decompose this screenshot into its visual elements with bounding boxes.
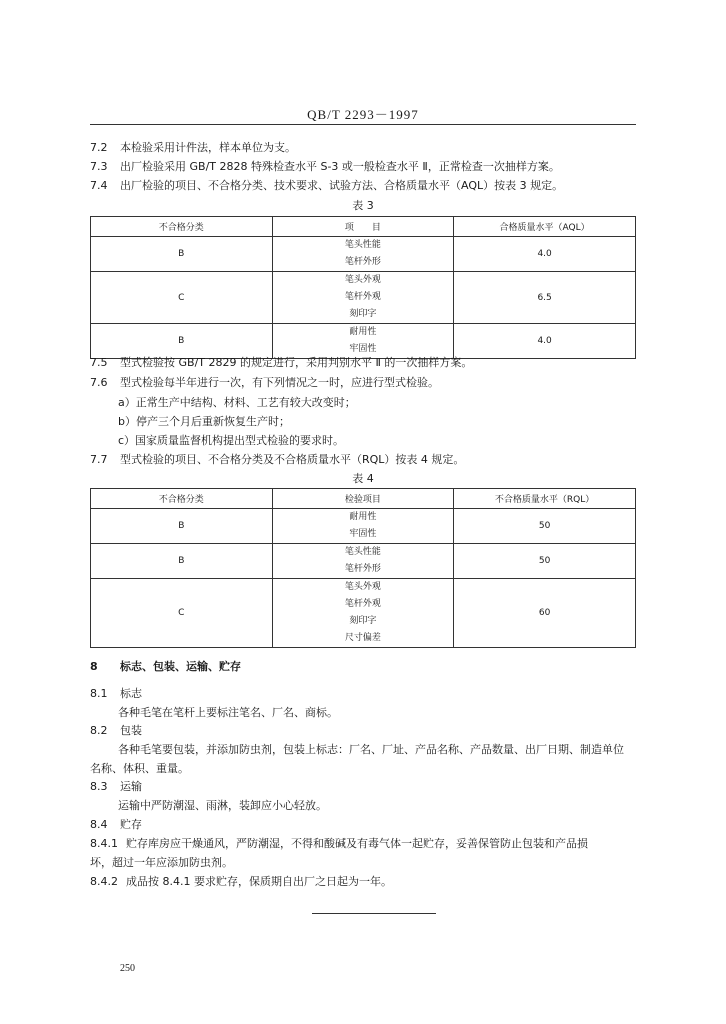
table-header-cell: 检验项目 bbox=[272, 489, 454, 509]
item-label: 耐用性 bbox=[349, 327, 377, 337]
item-label: 刻印字 bbox=[349, 616, 377, 626]
clause-number: 7.7 bbox=[90, 453, 108, 466]
page-number: 250 bbox=[120, 963, 135, 974]
table-cell-value: 4.0 bbox=[454, 324, 636, 359]
item-label: 牢固性 bbox=[349, 529, 377, 539]
section-8-heading bbox=[90, 658, 241, 674]
table-cell-value: 50 bbox=[454, 544, 636, 579]
clause-8-2-body-line2: 名称、体积、重量。 bbox=[90, 762, 189, 775]
clause-title: 包装 bbox=[120, 724, 142, 737]
table-cell-value: 4.0 bbox=[454, 237, 636, 272]
clause-number: 7.3 bbox=[90, 160, 108, 173]
list-item-a: a）正常生产中结构、材料、工艺有较大改变时； bbox=[118, 396, 356, 409]
clause-text: 成品按 8.4.1 要求贮存，保质期自出厂之日起为一年。 bbox=[126, 875, 392, 888]
section-title: 标志、包装、运输、贮存 bbox=[120, 660, 241, 673]
table-cell-class: B bbox=[91, 509, 273, 544]
table4-caption: 表 4 bbox=[352, 472, 374, 485]
table-cell-class: B bbox=[91, 544, 273, 579]
table3-caption: 表 3 bbox=[352, 199, 374, 212]
table-row bbox=[91, 509, 636, 544]
item-label: 笔杆外观 bbox=[344, 292, 381, 302]
table-header-cell: 不合格分类 bbox=[91, 489, 273, 509]
table-row bbox=[91, 237, 636, 272]
list-item-c: c）国家质量监督机构提出型式检验的要求时。 bbox=[118, 434, 345, 447]
clause-number: 8.3 bbox=[90, 780, 108, 793]
table-cell-items bbox=[272, 237, 454, 272]
clause-number: 7.5 bbox=[90, 356, 108, 369]
table-header-row bbox=[91, 489, 636, 509]
item-label: 刻印字 bbox=[349, 309, 377, 319]
clause-text: 型式检验每半年进行一次，有下列情况之一时，应进行型式检验。 bbox=[120, 376, 439, 389]
item-label: 牢固性 bbox=[349, 344, 377, 354]
clause-7-3 bbox=[90, 159, 560, 175]
item-label: 笔杆外形 bbox=[344, 564, 381, 574]
table-cell-items bbox=[272, 509, 454, 544]
clause-7-2 bbox=[90, 140, 296, 156]
clause-8-4-2 bbox=[90, 874, 392, 890]
clause-title: 贮存 bbox=[120, 818, 142, 831]
table-cell-items bbox=[272, 544, 454, 579]
clause-number: 8.1 bbox=[90, 687, 108, 700]
table-row bbox=[91, 579, 636, 648]
item-label: 笔杆外观 bbox=[344, 599, 381, 609]
clause-number: 8.4.2 bbox=[90, 875, 118, 888]
table-row bbox=[91, 272, 636, 324]
table-3 bbox=[90, 216, 636, 359]
table-row bbox=[91, 324, 636, 359]
clause-text: 出厂检验的项目、不合格分类、技术要求、试验方法、合格质量水平（AQL）按表 3 规定。 bbox=[120, 179, 564, 192]
table-cell-class: C bbox=[91, 272, 273, 324]
item-label: 耐用性 bbox=[349, 512, 377, 522]
clause-7-6 bbox=[90, 375, 439, 391]
clause-8-4-1-cont: 坏，超过一年应添加防虫剂。 bbox=[90, 856, 233, 869]
clause-7-5 bbox=[90, 355, 472, 371]
table-cell-items bbox=[272, 272, 454, 324]
table-header-cell: 合格质量水平（AQL） bbox=[454, 217, 636, 237]
clause-number: 8.2 bbox=[90, 724, 108, 737]
item-label: 笔头性能 bbox=[344, 547, 381, 557]
table-cell-value: 50 bbox=[454, 509, 636, 544]
item-label: 笔头性能 bbox=[344, 240, 381, 250]
document-header-code: QB/T 2293－1997 bbox=[307, 107, 419, 122]
table-cell-value: 60 bbox=[454, 579, 636, 648]
clause-8-3-body: 运输中严防潮湿、雨淋，装卸应小心轻放。 bbox=[118, 799, 327, 812]
section-number: 8 bbox=[90, 660, 98, 673]
clause-8-1-body: 各种毛笔在笔杆上要标注笔名、厂名、商标。 bbox=[118, 706, 338, 719]
table-cell-items bbox=[272, 324, 454, 359]
clause-8-2-heading bbox=[90, 723, 142, 739]
clause-text: 本检验采用计件法，样本单位为支。 bbox=[120, 141, 296, 154]
clause-number: 7.6 bbox=[90, 376, 108, 389]
item-label: 笔杆外形 bbox=[344, 257, 381, 267]
clause-8-2-body-line1: 各种毛笔要包装，并添加防虫剂，包装上标志：厂名、厂址、产品名称、产品数量、出厂日期、制造单位 bbox=[118, 743, 624, 756]
clause-7-4 bbox=[90, 178, 563, 194]
clause-title: 标志 bbox=[120, 687, 142, 700]
clause-8-1-heading bbox=[90, 686, 142, 702]
table-cell-value: 6.5 bbox=[454, 272, 636, 324]
clause-8-4-heading bbox=[90, 817, 142, 833]
clause-number: 8.4 bbox=[90, 818, 108, 831]
table-cell-class: C bbox=[91, 579, 273, 648]
clause-text: 型式检验的项目、不合格分类及不合格质量水平（RQL）按表 4 规定。 bbox=[120, 453, 465, 466]
table-header-cell: 项 目 bbox=[272, 217, 454, 237]
table-cell-items bbox=[272, 579, 454, 648]
table-header-row bbox=[91, 217, 636, 237]
table-header-cell: 不合格分类 bbox=[91, 217, 273, 237]
list-item-b: b）停产三个月后重新恢复生产时； bbox=[118, 415, 290, 428]
clause-text: 型式检验按 GB/T 2829 的规定进行，采用判别水平 Ⅱ 的一次抽样方案。 bbox=[120, 356, 473, 369]
clause-8-4-1 bbox=[90, 836, 588, 852]
clause-number: 7.2 bbox=[90, 141, 108, 154]
clause-title: 运输 bbox=[120, 780, 142, 793]
clause-text: 出厂检验采用 GB/T 2828 特殊检查水平 S-3 或一般检查水平 Ⅱ，正常检查一次抽样方案。 bbox=[120, 160, 560, 173]
header-divider bbox=[90, 124, 636, 125]
clause-text: 贮存库房应干燥通风，严防潮湿，不得和酸碱及有毒气体一起贮存，妥善保管防止包装和产品损 bbox=[126, 837, 588, 850]
table-cell-class: B bbox=[91, 324, 273, 359]
clause-8-3-heading bbox=[90, 779, 142, 795]
table-row bbox=[91, 544, 636, 579]
table-cell-class: B bbox=[91, 237, 273, 272]
clause-number: 8.4.1 bbox=[90, 837, 118, 850]
item-label: 尺寸偏差 bbox=[344, 633, 381, 643]
clause-number: 7.4 bbox=[90, 179, 108, 192]
item-label: 笔头外观 bbox=[344, 582, 381, 592]
end-divider bbox=[312, 913, 436, 914]
clause-7-7 bbox=[90, 452, 464, 468]
table-header-cell: 不合格质量水平（RQL） bbox=[454, 489, 636, 509]
table-4 bbox=[90, 488, 636, 648]
item-label: 笔头外观 bbox=[344, 275, 381, 285]
